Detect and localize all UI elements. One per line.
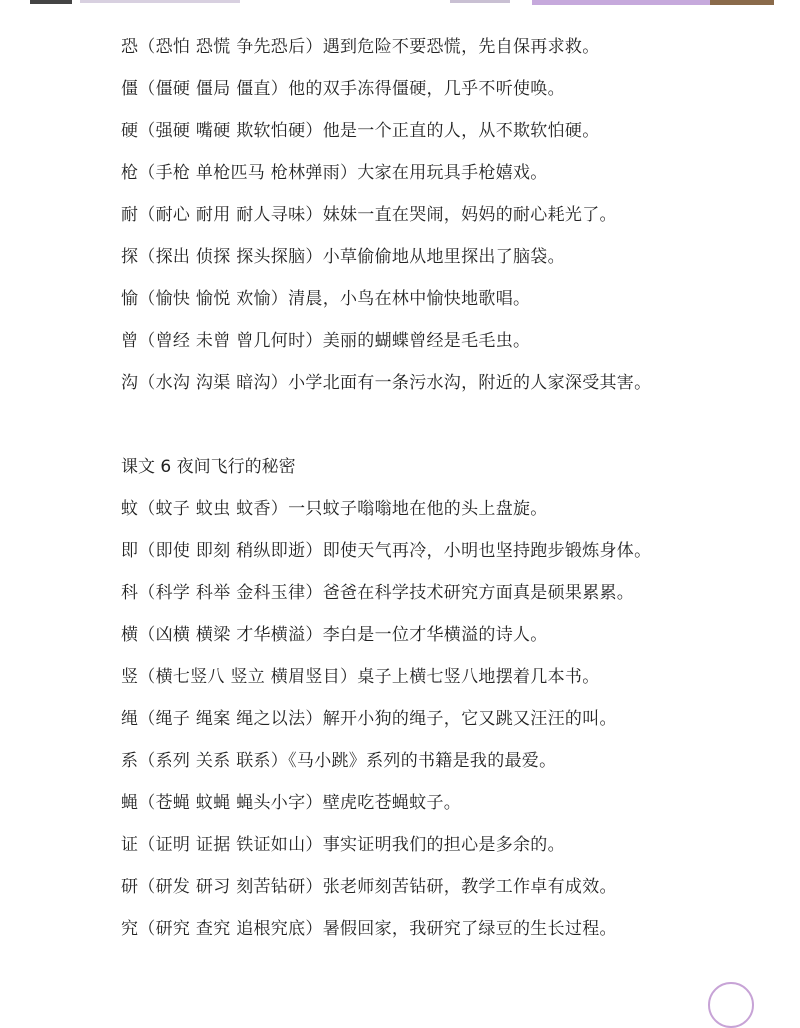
vocab-line: 横（凶横 横梁 才华横溢）李白是一位才华横溢的诗人。 (121, 625, 548, 645)
header-strip-faint-segment (80, 0, 240, 3)
header-strip (0, 0, 800, 6)
lesson-title: 课文 6 夜间飞行的秘密 (121, 457, 296, 477)
vocab-line: 沟（水沟 沟渠 暗沟）小学北面有一条污水沟，附近的人家深受其害。 (121, 373, 652, 393)
header-strip-brown-segment (710, 0, 774, 5)
vocab-line: 科（科学 科举 金科玉律）爸爸在科学技术研究方面真是硕果累累。 (121, 583, 635, 603)
vocab-line: 耐（耐心 耐用 耐人寻味）妹妹一直在哭闹，妈妈的耐心耗光了。 (121, 205, 617, 225)
page-corner-badge (708, 982, 754, 1028)
vocab-line: 证（证明 证据 铁证如山）事实证明我们的担心是多余的。 (121, 835, 565, 855)
vocab-line: 恐（恐怕 恐慌 争先恐后）遇到危险不要恐慌，先自保再求救。 (121, 37, 600, 57)
vocab-line: 愉（愉快 愉悦 欢愉）清晨，小鸟在林中愉快地歌唱。 (121, 289, 531, 309)
header-strip-mid-segment (450, 0, 510, 3)
vocab-line: 探（探出 侦探 探头探脑）小草偷偷地从地里探出了脑袋。 (121, 247, 565, 267)
vocab-line: 研（研发 研习 刻苦钻研）张老师刻苦钻研，教学工作卓有成效。 (121, 877, 617, 897)
vocab-line: 系（系列 关系 联系）《马小跳》系列的书籍是我的最爱。 (121, 751, 557, 771)
vocab-line: 竖（横七竖八 竖立 横眉竖目）桌子上横七竖八地摆着几本书。 (121, 667, 600, 687)
vocab-line: 绳（绳子 绳案 绳之以法）解开小狗的绳子，它又跳又汪汪的叫。 (121, 709, 617, 729)
vocab-line: 究（研究 查究 追根究底）暑假回家，我研究了绿豆的生长过程。 (121, 919, 617, 939)
vocab-line: 僵（僵硬 僵局 僵直）他的双手冻得僵硬，几乎不听使唤。 (121, 79, 565, 99)
vocab-line: 枪（手枪 单枪匹马 枪林弹雨）大家在用玩具手枪嬉戏。 (121, 163, 548, 183)
vocab-line: 蝇（苍蝇 蚊蝇 蝇头小字）壁虎吃苍蝇蚊子。 (121, 793, 462, 813)
header-strip-dark-segment (30, 0, 72, 4)
vocab-line: 曾（曾经 未曾 曾几何时）美丽的蝴蝶曾经是毛毛虫。 (121, 331, 531, 351)
header-strip-purple-segment (532, 0, 710, 5)
vocab-line: 蚊（蚊子 蚊虫 蚊香）一只蚊子嗡嗡地在他的头上盘旋。 (121, 499, 548, 519)
vocab-line: 即（即使 即刻 稍纵即逝）即使天气再冷，小明也坚持跑步锻炼身体。 (121, 541, 652, 561)
vocab-line: 硬（强硬 嘴硬 欺软怕硬）他是一个正直的人，从不欺软怕硬。 (121, 121, 600, 141)
